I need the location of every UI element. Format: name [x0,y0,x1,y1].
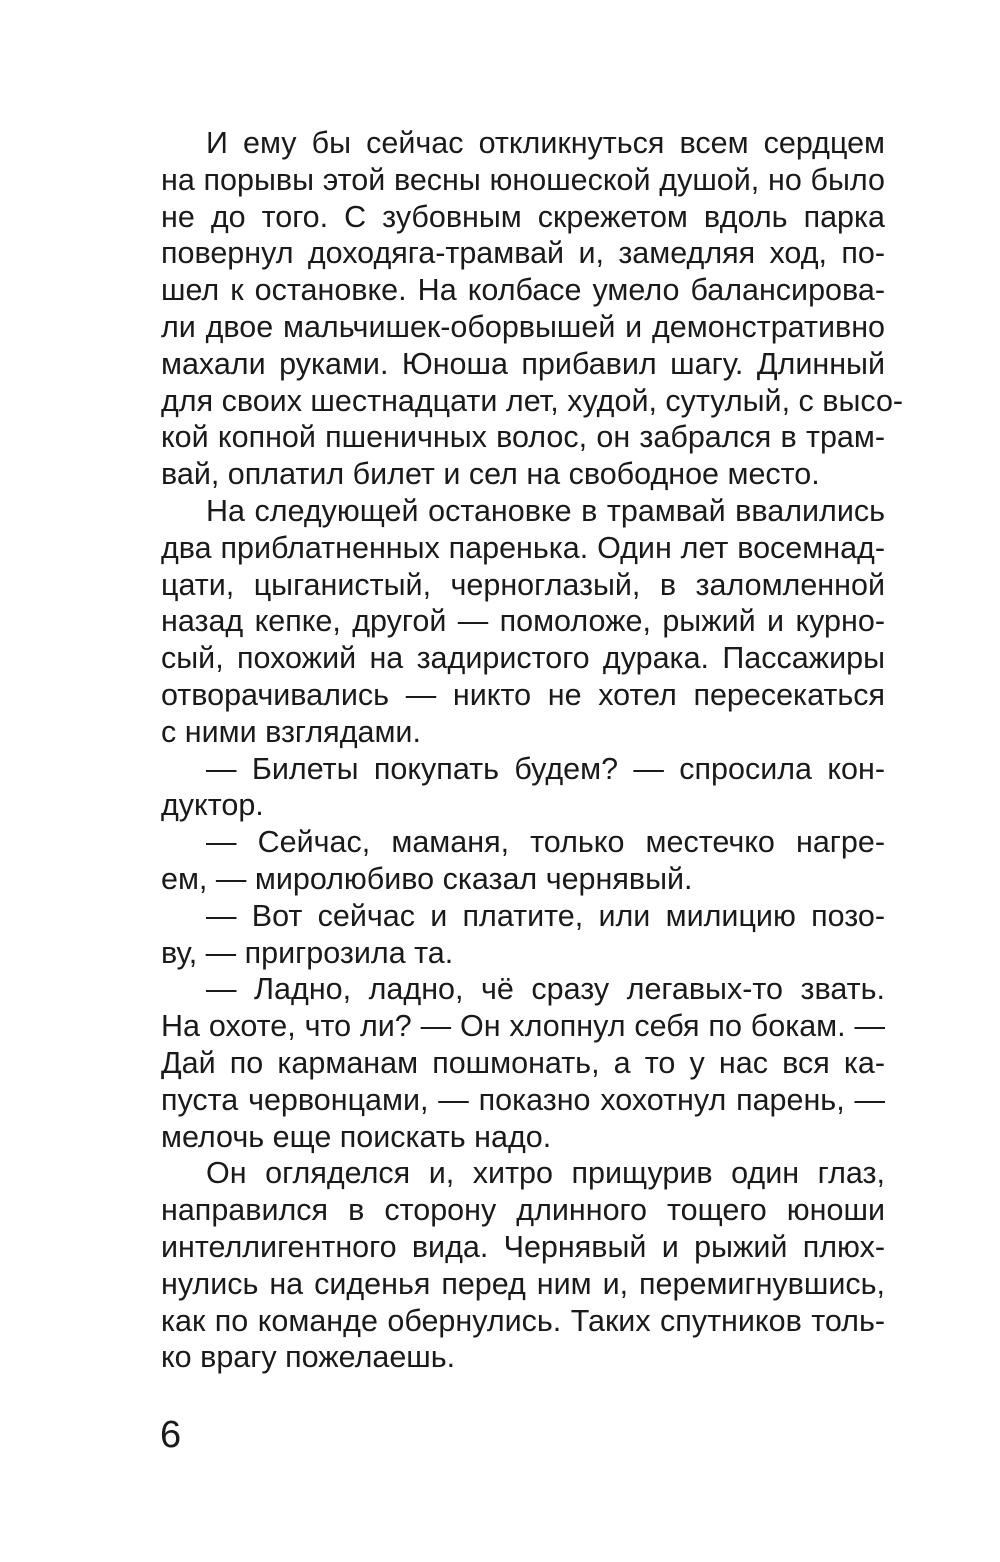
text-line: — Вот сейчас и платите, или милицию позо- [206,898,885,933]
text-line: дуктор. [161,788,264,823]
paragraph [161,751,885,825]
paragraph [161,971,885,1155]
text-line: ем, — миролюбиво сказал чернявый. [161,861,693,896]
text-line: на порывы этой весны юношеской душой, но было [161,162,885,197]
text-line: — Билеты покупать будем? — спросила кон- [206,751,885,786]
text-line: мелочь еще поискать надо. [161,1119,552,1154]
paragraph [161,493,885,751]
text-line: И ему бы сейчас откликнуться всем сердцем [206,126,885,160]
text-line: На следующей остановке в трамвай ввалились [206,493,885,528]
text-line: пуста червонцами, — показно хохотнул парень, — [161,1082,885,1117]
text-line: для своих шестнадцати лет, худой, сутулый, с высо- [161,383,904,418]
text-line: с ними взглядами. [161,714,421,749]
text-line: нулись на сиденья перед ним и, перемигнувшись, [161,1266,885,1301]
paragraph [161,1155,885,1376]
page-number: 6 [160,1414,182,1456]
text-line: не до того. С зубовным скрежетом вдоль парка [161,199,885,234]
body-text [161,125,904,1376]
text-line: назад кепке, другой — помоложе, рыжий и курно- [161,604,885,639]
text-line: как по команде обернулись. Таких спутников толь- [161,1303,885,1338]
text-line: ко врагу пожелаешь. [161,1340,456,1375]
paragraph [161,824,885,898]
paragraph [161,125,904,493]
paragraph [161,898,885,972]
text-line: Дай по карманам пошмонать, а то у нас вся ка- [161,1045,885,1080]
text-line: ли двое мальчишек-оборвышей и демонстративно [161,309,885,344]
text-line: направился в сторону длинного тощего юноши [161,1193,885,1228]
text-line: Он огляделся и, хитро прищурив один глаз, [206,1156,885,1191]
text-line: На охоте, что ли? — Он хлопнул себя по бокам. — [161,1009,885,1044]
text-line: сый, похожий на задиристого дурака. Пассажиры [161,641,885,676]
text-line: вай, оплатил билет и сел на свободное место. [161,457,820,492]
text-line: кой копной пшеничных волос, он забрался в трам- [161,420,885,455]
text-line: повернул доходяга-трамвай и, замедляя ход, по- [161,236,885,271]
text-line: — Ладно, ладно, чё сразу легавых-то звать. [206,972,885,1007]
text-line: два приблатненных паренька. Один лет восемнад- [161,530,885,565]
text-line: интеллигентного вида. Чернявый и рыжий плюх- [161,1229,885,1264]
text-line: цати, цыганистый, черноглазый, в заломленной [161,567,885,602]
text-line: махали руками. Юноша прибавил шагу. Длинный [161,346,885,381]
text-line: — Сейчас, маманя, только местечко нагре- [206,825,885,860]
text-line: ву, — пригрозила та. [161,935,454,970]
text-line: шел к остановке. На колбасе умело балансирова- [161,273,885,308]
text-line: отворачивались — никто не хотел пересекаться [161,677,885,712]
